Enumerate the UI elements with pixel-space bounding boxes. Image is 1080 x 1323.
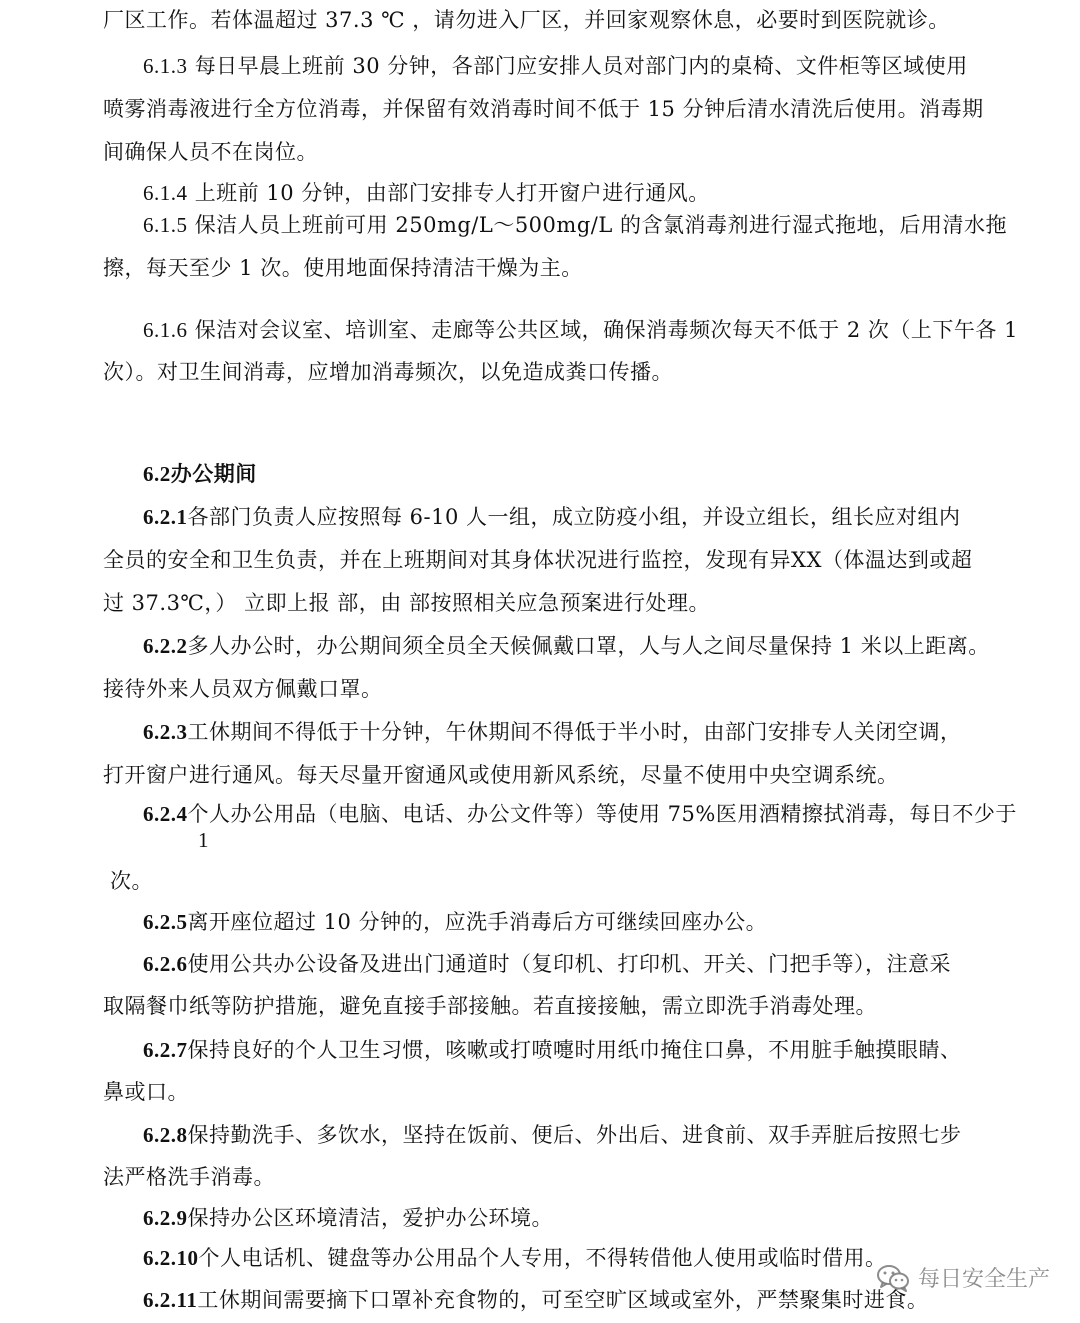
paragraph-6-2-4 [143, 800, 1017, 828]
paragraph-6-1-5 [143, 211, 1007, 239]
paragraph-line: 取隔餐巾纸等防护措施，避免直接手部接触。若直接接触，需立即洗手消毒处理。 [103, 994, 877, 1018]
clause-number: 6.2.8 [143, 1123, 188, 1147]
paragraph-line: 间确保人员不在岗位。 [103, 140, 318, 164]
paragraph-6-2-5 [143, 908, 767, 936]
paragraph-text: 各部门负责人应按照每 6-10 人一组，成立防疫小组，并设立组长，组长应对组内 [187, 505, 961, 529]
watermark [876, 1262, 1050, 1293]
paragraph-text: 个人办公用品（电脑、电话、办公文件等）等使用 75%医用酒精擦拭消毒，每日不少于 [187, 802, 1017, 826]
paragraph-text: 保持良好的个人卫生习惯，咳嗽或打喷嚏时用纸巾掩住口鼻，不用脏手触摸眼睛、 [187, 1038, 962, 1062]
clause-number: 6.1.4 [143, 181, 188, 205]
paragraph-text: 个人电话机、键盘等办公用品个人专用，不得转借他人使用或临时借用。 [198, 1246, 887, 1270]
clause-number: 6.2.2 [143, 634, 188, 658]
paragraph-text: 保持办公区环境清洁，爱护办公环境。 [187, 1206, 553, 1230]
clause-number: 6.2.10 [143, 1246, 199, 1270]
paragraph-6-2-1 [143, 503, 961, 531]
clause-number: 6.2.3 [143, 720, 188, 744]
paragraph-text: 每日早晨上班前 30 分钟，各部门应安排人员对部门内的桌椅、文件柜等区域使用 [194, 54, 968, 78]
paragraph-line: 擦，每天至少 1 次。使用地面保持清洁干燥为主。 [103, 256, 583, 280]
watermark-text: 每日安全生产 [917, 1267, 1050, 1292]
section-number: 6.2 [143, 462, 171, 486]
paragraph-6-1-3 [143, 52, 968, 80]
clause-number: 6.2.9 [143, 1206, 188, 1230]
wechat-icon [876, 1264, 910, 1292]
paragraph-6-2-8 [143, 1121, 962, 1149]
paragraph-line: 打开窗户进行通风。每天尽量开窗通风或使用新风系统，尽量不使用中央空调系统。 [103, 763, 899, 787]
paragraph-6-2-9 [143, 1204, 553, 1232]
paragraph-6-1-4 [143, 179, 710, 207]
paragraph-text: 保持勤洗手、多饮水，坚持在饭前、便后、外出后、进食前、双手弄脏后按照七步 [187, 1123, 962, 1147]
clause-number: 6.1.3 [143, 54, 188, 78]
clause-number: 6.2.6 [143, 952, 188, 976]
paragraph-6-2-2 [143, 632, 990, 660]
paragraph-6-2-11 [143, 1286, 928, 1314]
paragraph-text: 保洁对会议室、培训室、走廊等公共区域，确保消毒频次每天不低于 2 次（上下午各 1 [194, 318, 1018, 342]
paragraph-6-2-3 [143, 718, 962, 746]
clause-number: 6.2.5 [143, 910, 188, 934]
paragraph-line: 喷雾消毒液进行全方位消毒，并保留有效消毒时间不低于 15 分钟后清水清洗后使用。消毒期 [103, 97, 984, 121]
clause-number: 6.1.5 [143, 213, 188, 237]
paragraph-line: 次）。对卫生间消毒，应增加消毒频次，以免造成粪口传播。 [103, 360, 673, 384]
paragraph-line: 1 [198, 828, 209, 852]
paragraph-text: 上班前 10 分钟，由部门安排专人打开窗户进行通风。 [194, 181, 710, 205]
paragraph-line: 全员的安全和卫生负责，并在上班期间对其身体状况进行监控，发现有异XX（体温达到或超 [103, 548, 973, 572]
paragraph-text: 工休期间需要摘下口罩补充食物的，可至空旷区域或室外，严禁聚集时进食。 [197, 1288, 929, 1312]
paragraph-6-2-6 [143, 950, 951, 978]
clause-number: 6.2.1 [143, 505, 188, 529]
paragraph-6-1-6 [143, 316, 1018, 344]
paragraph-line: 法严格洗手消毒。 [103, 1165, 275, 1189]
paragraph-text: 离开座位超过 10 分钟的，应洗手消毒后方可继续回座办公。 [187, 910, 768, 934]
paragraph-6-2-7 [143, 1036, 962, 1064]
clause-number: 6.2.11 [143, 1288, 198, 1312]
clause-number: 6.1.6 [143, 318, 188, 342]
section-title: 办公期间 [170, 461, 257, 486]
paragraph-line: 鼻或口。 [103, 1080, 189, 1104]
clause-number: 6.2.7 [143, 1038, 188, 1062]
paragraph-line: 厂区工作。若体温超过 37.3 ℃ ，请勿进入厂区，并回家观察休息，必要时到医院就诊。 [103, 8, 950, 32]
paragraph-text: 多人办公时，办公期间须全员全天候佩戴口罩，人与人之间尽量保持 1 米以上距离。 [187, 634, 990, 658]
paragraph-text: 使用公共办公设备及进出门通道时（复印机、打印机、开关、门把手等），注意采 [187, 952, 951, 976]
paragraph-6-2-10 [143, 1244, 887, 1272]
paragraph-line: 次。 [110, 869, 153, 893]
paragraph-text: 保洁人员上班前可用 250mg/L～500mg/L 的含氯消毒剂进行湿式拖地，后用清水拖 [194, 213, 1007, 237]
paragraph-line: 接待外来人员双方佩戴口罩。 [103, 677, 383, 701]
paragraph-line: 过 37.3℃，） 立即上报 部，由 部按照相关应急预案进行处理。 [103, 591, 710, 615]
clause-number: 6.2.4 [143, 802, 188, 826]
section-heading-6-2 [143, 460, 257, 488]
paragraph-text: 工休期间不得低于十分钟，午休期间不得低于半小时，由部门安排专人关闭空调， [187, 720, 962, 744]
